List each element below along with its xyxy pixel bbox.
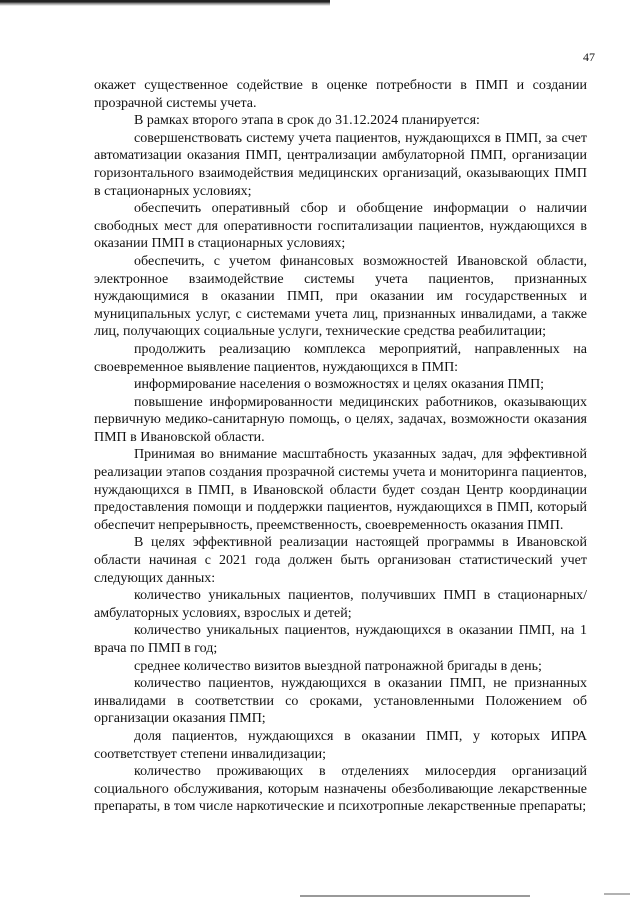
paragraph-5: обеспечить, с учетом финансовых возможностей Ивановской области, электронное взаимодействие системы учета пациентов, признанных нуждающимися в оказании ПМП, при оказании им государственных и муниципальных услуг, с системами учета лиц, признанных инвалидами, а также лиц, получающих социальные услуги, технические средства реабилитации; (94, 253, 587, 340)
page-number: 47 (583, 50, 595, 64)
paragraph-16: количество проживающих в отделениях милосердия организаций социального обслуживания, которым назначены обезболивающие лекарственные препараты, в том числе наркотические и психотропные лекарственные препараты; (94, 764, 587, 815)
paragraph-6: продолжить реализацию комплекса мероприятий, направленных на своевременное выявление пациентов, нуждающихся в ПМП: (94, 341, 587, 375)
paragraph-4: обеспечить оперативный сбор и обобщение информации о наличии свободных мест для оперативности госпитализации пациентов, нуждающихся в оказании ПМП в стационарных условиях; (94, 201, 587, 252)
paragraph-14: количество пациентов, нуждающихся в оказании ПМП, не признанных инвалидами в соответствии со сроками, установленными Положением об организации оказания ПМП; (94, 676, 587, 727)
scan-edge-bottom (300, 895, 530, 897)
paragraph-12: количество уникальных пациентов, нуждающихся в оказании ПМП, на 1 врача по ПМП в год; (94, 623, 587, 656)
paragraph-1: окажет существенное содействие в оценке потребности в ПМП и создании прозрачной системы учета. (94, 78, 587, 111)
paragraph-2: В рамках второго этапа в срок до 31.12.2024 планируется: (134, 113, 480, 129)
paragraph-11: количество уникальных пациентов, получивших ПМП в стационарных/амбулаторных условиях, взрослых и детей; (94, 588, 587, 621)
scan-mark (604, 893, 630, 895)
paragraph-7: информирование населения о возможностях и целях оказания ПМП; (134, 377, 545, 393)
document-body (94, 77, 587, 816)
scan-edge-top (0, 0, 330, 6)
paragraph-3: совершенствовать систему учета пациентов, нуждающихся в ПМП, за счет автоматизации оказания ПМП, централизации амбулаторной ПМП, организации горизонтального взаимодействия медицинских организаций, оказывающих ПМП в стационарных условиях; (94, 130, 587, 199)
paragraph-13: среднее количество визитов выездной патронажной бригады в день; (134, 658, 542, 674)
paragraph-15: доля пациентов, нуждающихся в оказании ПМП, у которых ИПРА соответствует степени инвалидизации; (94, 728, 587, 762)
paragraph-8: повышение информированности медицинских работников, оказывающих первичную медико-санитарную помощь, о целях, задачах, возможности оказания ПМП в Ивановской области. (94, 394, 587, 445)
paragraph-9: Принимая во внимание масштабность указанных задач, для эффективной реализации этапов создания прозрачной системы учета и мониторинга пациентов, нуждающихся в ПМП, в Ивановской области будет создан Центр координации предоставления помощи и поддержки пациентов, нуждающихся в ПМП, который обеспечит непрерывность, преемственность, своевременность оказания ПМП. (94, 447, 587, 533)
paragraph-10: В целях эффективной реализации настоящей программы в Ивановской области начиная с 2021 года должен быть организован статистический учет следующих данных: (94, 535, 587, 586)
